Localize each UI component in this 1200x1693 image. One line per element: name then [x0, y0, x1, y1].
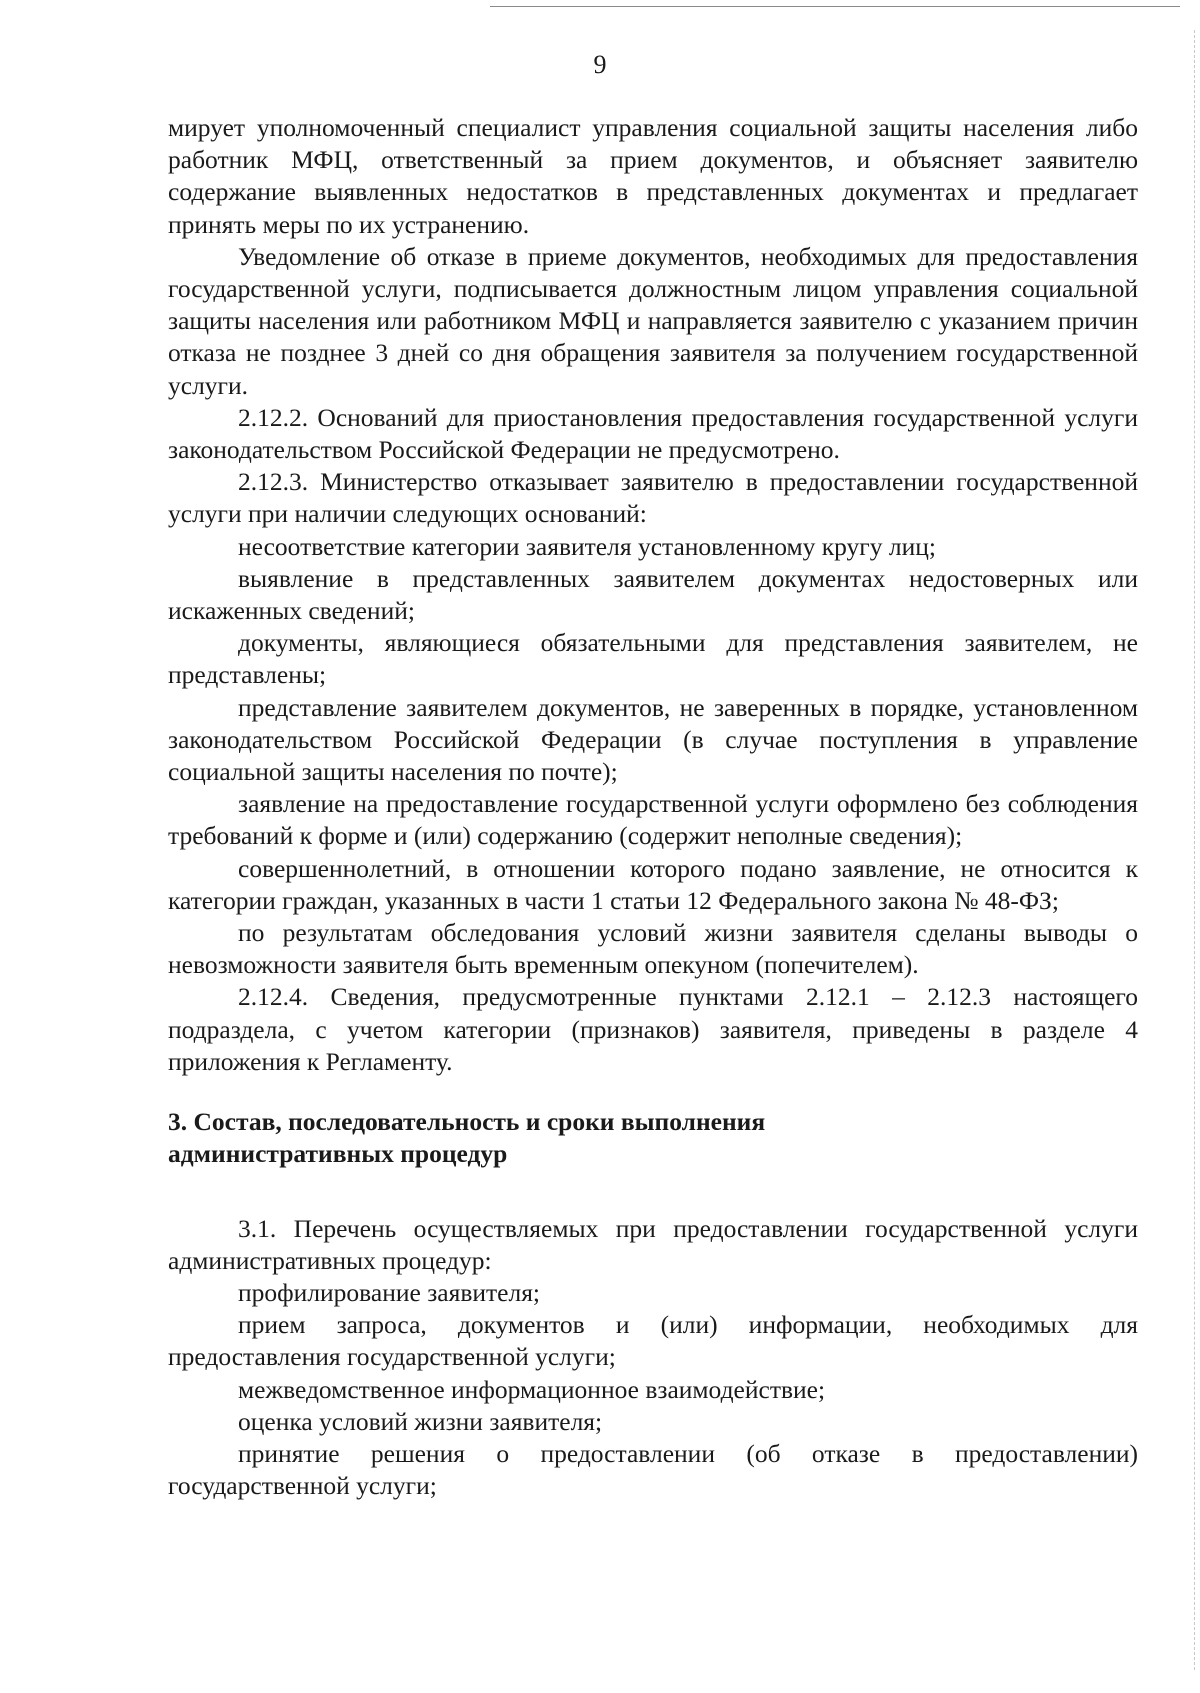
- paragraph: мирует уполномоченный специалист управления социальной защиты населения либо работник МФЦ, ответственный за прием документов, и объясняет заявителю содержание выявленных недостатков в представленных документах и предлагает принять меры по их устранению.: [168, 113, 1138, 239]
- section-heading-line-2: административных процедур: [168, 1139, 508, 1169]
- list-item: несоответствие категории заявителя установленному кругу лиц;: [238, 531, 936, 561]
- list-item: представление заявителем документов, не заверенных в порядке, установленном законодательством Российской Федерации (в случае поступления в управление социальной защиты населения по почте);: [168, 692, 1138, 787]
- document-body: [168, 112, 1138, 1502]
- list-item: прием запроса, документов и (или) информации, необходимых для предоставления государственной услуги;: [168, 1310, 1138, 1372]
- section-heading-line-1: 3. Состав, последовательность и сроки выполнения: [168, 1107, 766, 1137]
- right-edge-rule: [1194, 30, 1195, 1670]
- page-number: 9: [593, 50, 607, 79]
- list-item: оценка условий жизни заявителя;: [238, 1406, 603, 1436]
- list-item: межведомственное информационное взаимодействие;: [238, 1374, 826, 1404]
- list-item: заявление на предоставление государственной услуги оформлено без соблюдения требований к форме и (или) содержанию (содержит неполные сведения);: [168, 789, 1138, 851]
- list-item: совершеннолетний, в отношении которого подано заявление, не относится к категории граждан, указанных в части 1 статьи 12 Федерального закона № 48-ФЗ;: [168, 853, 1138, 915]
- list-item: по результатам обследования условий жизни заявителя сделаны выводы о невозможности заявителя быть временным опекуном (попечителем).: [168, 918, 1138, 980]
- list-item: принятие решения о предоставлении (об отказе в предоставлении) государственной услуги;: [168, 1438, 1138, 1501]
- paragraph: 2.12.4. Сведения, предусмотренные пунктами 2.12.1 – 2.12.3 настоящего подраздела, с учетом категории (признаков) заявителя, приведены в разделе 4 приложения к Регламенту.: [168, 982, 1138, 1076]
- paragraph: 3.1. Перечень осуществляемых при предоставлении государственной услуги административных процедур:: [168, 1213, 1138, 1275]
- paragraph: 2.12.2. Оснований для приостановления предоставления государственной услуги законодательством Российской Федерации не предусмотрено.: [168, 402, 1138, 465]
- paragraph: 2.12.3. Министерство отказывает заявителю в предоставлении государственной услуги при наличии следующих оснований:: [168, 467, 1138, 529]
- list-item: профилирование заявителя;: [238, 1277, 541, 1307]
- paragraph: Уведомление об отказе в приеме документов, необходимых для предоставления государственной услуги, подписывается должностным лицом управления социальной защиты населения или работником МФЦ и направляется заявителю с указанием причин отказа не позднее 3 дней со дня обращения заявителя за получением государственной услуги.: [168, 241, 1138, 400]
- list-item: документы, являющиеся обязательными для представления заявителем, не представлены;: [168, 628, 1138, 690]
- list-item: выявление в представленных заявителем документах недостоверных или искаженных сведений;: [168, 563, 1138, 626]
- top-edge-rule: [490, 6, 1180, 7]
